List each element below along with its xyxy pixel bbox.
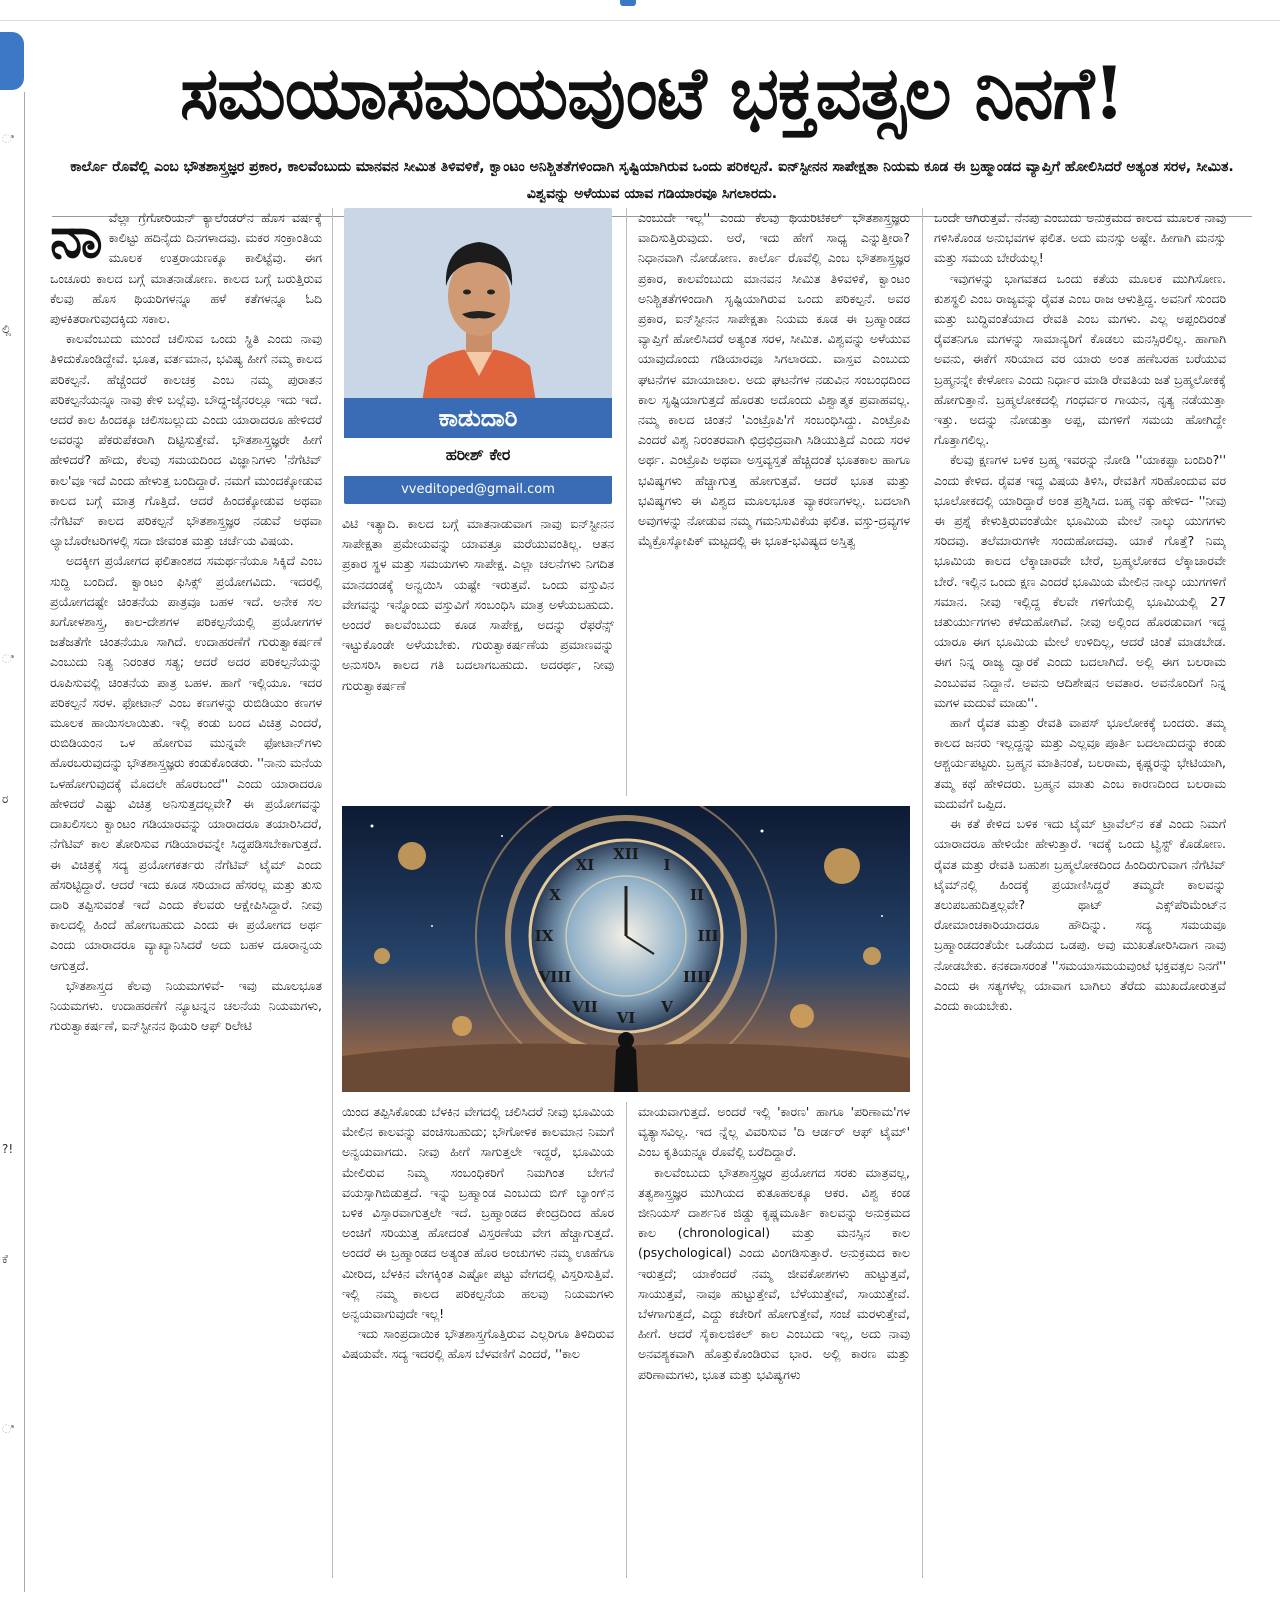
paragraph: ಹಾಗೆ ರೈವತ ಮತ್ತು ರೇವತಿ ವಾಪಸ್ ಭೂಲೋಕಕ್ಕೆ ಬಂದರು. ತಮ್ಮ ಕಾಲದ ಜನರು ಇಲ್ಲದ್ದನ್ನು ಮತ್ತು ಎಲ್ಲವೂ ಪೂರ್ತಿ ಬದಲಾದುದನ್ನು ಕಂಡು ಆಶ್ಚರ್ಯಪಟ್ಟರು. ಬ್ರಹ್ಮನ ಮಾತಿನಂತೆ, ಬಲರಾಮ, ಕೃಷ್ಣರನ್ನು ಭೇಟಿಯಾಗಿ, ತಮ್ಮ ಕಥೆ ಹೇಳಿದರು. ಬ್ರಹ್ಮನ ಮಾತು ಎಂಬ ಕಾರಣದಿಂದ ಬಲರಾಮ ಮದುವೆಗೆ ಒಪ್ಪಿದ. [934, 715, 1226, 811]
clock-numeral: VII [572, 998, 598, 1016]
edge-fragment: ಿ [2, 132, 14, 146]
article-column-3-top [638, 208, 910, 796]
author-portrait [414, 216, 544, 402]
edge-fragment: ಲ್ಲಿ [2, 322, 12, 336]
paragraph: ಮಾಯವಾಗುತ್ತದೆ. ಅಂದರೆ ಇಲ್ಲಿ 'ಕಾರಣ' ಹಾಗೂ 'ಪರಿಣಾಮ'ಗಳ ವ್ಯತ್ಯಾಸವಿಲ್ಲ. ಇದ ನ್ನೆಲ್ಲ ವಿವರಿಸುವ 'ದಿ ಆರ್ಡರ್ ಆಫ್ ಟೈಮ್' ಎಂಬ ಕೃತಿಯನ್ನೂ ರೊವೆಲ್ಲಿ ಬರೆದಿದ್ದಾರೆ. [638, 1104, 910, 1160]
clock-numeral: VI [616, 1009, 636, 1027]
article-column-2-top [342, 514, 614, 796]
clock-numeral: XI [575, 856, 595, 874]
clock-numeral: XII [613, 845, 639, 863]
paragraph: ಯಿಂದ ತಪ್ಪಿಸಿಕೊಂಡು ಬೆಳಕಿನ ವೇಗದಲ್ಲಿ ಚಲಿಸಿದರೆ ನೀವು ಭೂಮಿಯ ಮೇಲಿನ ಕಾಲವನ್ನು ವಂಚಿಸಬಹುದು; ಭೌಗೋಳಿಕ ಕಾಲಮಾನ ನಿಮಗೆ ಅನ್ವಯವಾಗದು. ನೀವು ಹೀಗೆ ಸಾಗುತ್ತಲೇ ಇದ್ದರೆ, ಭೂಮಿಯ ಮೇಲಿರುವ ನಿಮ್ಮ ಸಂಬಂಧಿಕರಿಗೆ ನಿಮಗಿಂತ ಬೇಗನೆ ವಯಸ್ಸಾಗಿಬಿಡುತ್ತದೆ. ಇನ್ನು ಬ್ರಹ್ಮಾಂಡ ಎಂಬುದು ಬಿಗ್ ಬ್ಯಾಂಗ್‌ನ ಬಳಿಕ ವಿಸ್ತಾರವಾಗುತ್ತಲೇ ಇದೆ. ಬ್ರಹ್ಮಾಂಡದ ಕೇಂದ್ರದಿಂದ ಹೊರ ಅಂಚಿಗೆ ಸರಿಯುತ್ತ ಹೋದಂತೆ ವಿಸ್ತರಣೆಯ ವೇಗ ಹೆಚ್ಚಾಗುತ್ತದೆ. ಅಂದರೆ ಈ ಬ್ರಹ್ಮಾಂಡದ ಅತ್ಯಂತ ಹೊರ ಅಂಚುಗಳು ನಮ್ಮ ಊಹೆಗೂ ಮೀರಿದ, ಬೆಳಕಿನ ವೇಗಕ್ಕಿಂತ ಎಷ್ಟೋ ಪಟ್ಟು ವೇಗದಲ್ಲಿ ವಿಸ್ತರಿಸುತ್ತಿವೆ. ಇಲ್ಲಿ ನಮ್ಮ ಕಾಲದ ಪರಿಕಲ್ಪನೆಯ ಹಲವು ನಿಯಮಗಳು ಅನ್ವಯವಾಗುವುದೇ ಇಲ್ಲ! [342, 1104, 614, 1322]
clock-numeral: V [661, 998, 673, 1016]
newspaper-page [42, 28, 1262, 1598]
drop-cap: ನಾ [50, 208, 103, 271]
paragraph: ವೆಲ್ಲಾ ಗ್ರೆಗೋರಿಯನ್ ಕ್ಯಾಲೆಂಡರ್‌ನ ಹೊಸ ವರ್ಷಕ್ಕೆ ಕಾಲಿಟ್ಟು ಹದಿನೈದು ದಿನಗಳಾದವು. ಮಕರ ಸಂಕ್ರಾಂತಿಯ ಮೂಲಕ ಉತ್ತರಾಯಣಕ್ಕೂ ಕಾಲಿಟ್ಟೆವು. ಈಗ ಒಂಚೂರು ಕಾಲದ ಬಗ್ಗೆ ಮಾತನಾಡೋಣ. ಕಾಲದ ಬಗ್ಗೆ ಬರುತ್ತಿರುವ ಕೆಲವು ಹೊಸ ಥಿಯರಿಗಳನ್ನೂ ಹಳೆ ಕತೆಗಳನ್ನೂ ಓದಿ ಪುಳಕಿತರಾಗುವುದಕ್ಕಿದು ಸಕಾಲ. [50, 210, 322, 327]
paragraph: ವಿಟಿ ಇತ್ಯಾದಿ. ಕಾಲದ ಬಗ್ಗೆ ಮಾತನಾಡುವಾಗ ನಾವು ಐನ್‌ಸ್ಟೀನನ ಸಾಪೇಕ್ಷತಾ ಪ್ರಮೇಯವನ್ನು ಯಾವತ್ತೂ ಮರೆಯುವಂತಿಲ್ಲ. ಆತನ ಪ್ರಕಾರ ಸ್ಥಳ ಮತ್ತು ಸಮಯಗಳು ಸಾಪೇಕ್ಷ. ಎಲ್ಲಾ ಚಲನೆಗಳು ನಿಗದಿತ ಮಾನದಂಡಕ್ಕೆ ಅನ್ವಯಿಸಿ ಯಷ್ಟೇ ಇರುತ್ತವೆ. ಒಂದು ವಸ್ತುವಿನ ವೇಗವನ್ನು ಇನ್ನೊಂದು ವಸ್ತುವಿಗೆ ಸಂಬಂಧಿಸಿ ಮಾತ್ರ ಅಳೆಯಬಹುದು. ಅಂದರೆ ಕಾಲವೆಂಬುದು ಕೂಡ ಸಾಪೇಕ್ಷ, ಅದನ್ನು ರೆಫರೆನ್ಸ್ ಇಟ್ಟುಕೊಂಡೇ ಅಳೆಯಬೇಕು. ಗುರುತ್ವಾಕರ್ಷಣೆಯ ಪ್ರಮಾಣವನ್ನು ಅನುಸರಿಸಿ ಕಾಲದ ಗತಿ ಬದಲಾಗಬಹುದು. ಅದರರ್ಥ, ನೀವು ಗುರುತ್ವಾಕರ್ಷಣೆ [342, 516, 614, 693]
column-divider [626, 1102, 627, 1578]
paragraph: ಇವುಗಳನ್ನು ಭಾಗವತದ ಒಂದು ಕತೆಯ ಮೂಲಕ ಮುಗಿಸೋಣ. ಕುಶಸ್ಥಲಿ ಎಂಬ ರಾಜ್ಯವನ್ನು ರೈವತ ಎಂಬ ರಾಜ ಆಳುತ್ತಿದ್ದ. ಅವನಿಗೆ ಸುಂದರಿ ಮತ್ತು ಬುದ್ಧಿವಂತೆಯಾದ ರೇವತಿ ಎಂಬ ಮಗಳು. ಎಲ್ಲ ಅಪ್ಪಂದಿರಂತೆ ರೈವತನಿಗೂ ಮಗಳನ್ನು ಸಾಮಾನ್ಯರಿಗೆ ಕೊಡಲು ಮನಸ್ಸಿರಲಿಲ್ಲ. ಹಾಗಾಗಿ ಅವನು, ಈಕೆಗೆ ಸರಿಯಾದ ವರ ಯಾರು ಅಂತ ಹಣೆಬರಹ ಬರೆಯುವ ಬ್ರಹ್ಮನನ್ನೇ ಕೇಳೋಣ ಎಂದು ನಿರ್ಧಾರ ಮಾಡಿ ರೇವತಿಯ ಜತೆ ಬ್ರಹ್ಮಲೋಕಕ್ಕೆ ಹೋಗುತ್ತಾನೆ. ಬ್ರಹ್ಮಲೋಕದಲ್ಲಿ ಗಂಧರ್ವರ ಗಾಯನ, ನೃತ್ಯ ನಡೆಯುತ್ತಾ ಇತ್ತು. ಅದನ್ನು ನೋಡುತ್ತಾ ಅಪ್ಪ, ಮಗಳಿಗೆ ಸಮಯ ಹೋಗಿದ್ದೇ ಗೊತ್ತಾಗಲಿಲ್ಲ. [934, 270, 1226, 448]
edge-fragment: ರ [2, 792, 9, 806]
clock-numeral: I [663, 856, 671, 874]
paragraph: ಇದು ಸಾಂಪ್ರದಾಯಿಕ ಭೌತಶಾಸ್ತ್ರಗೊತ್ತಿರುವ ಎಲ್ಲರಿಗೂ ತಿಳಿದಿರುವ ವಿಷಯವೇ. ಸದ್ಯ ಇದರಲ್ಲಿ ಹೊಸ ಬೆಳವಣಿಗೆ ಎಂದರೆ, ''ಕಾಲ [342, 1326, 614, 1362]
author-email[interactable]: vveditoped@gmail.com [344, 476, 612, 504]
paragraph: ಕಾಲವೆಂಬುದು ಮುಂದೆ ಚಲಿಸುವ ಒಂದು ಸ್ಥಿತಿ ಎಂದು ನಾವು ತಿಳಿದುಕೊಂಡಿದ್ದೇವೆ. ಭೂತ, ವರ್ತಮಾನ, ಭವಿಷ್ಯ ಹೀಗೆ ನಮ್ಮ ಕಾಲದ ಪರಿಕಲ್ಪನೆ. ಹೆಚ್ಚೆಂದರೆ ಕಾಲಚಕ್ರ ಎಂಬ ನಮ್ಮ ಪುರಾತನ ಪರಿಕಲ್ಪನೆಯನ್ನೂ ನಾವು ಕೇಳಿ ಬಲ್ಲೆವು. ಬೌದ್ಧ-ಜೈನರಲ್ಲೂ ಇದು ಇದೆ. ಆದರೆ ಕಾಲ ಹಿಂದಕ್ಕೂ ಚಲಿಸಬಲ್ಲುದು ಎಂದು ಯಾರಾದರೂ ಹೇಳಿದರೆ ಅವರನ್ನು ಪೆಕರುಪೆಕರಾಗಿ ದಿಟ್ಟಿಸುತ್ತೇವೆ. ಭೌತಶಾಸ್ತ್ರಜ್ಞರೇ ಹೀಗೆ ಹೇಳಿದರೆ? ಹೌದು, ಕೆಲವು ಸಮಯದಿಂದ ವಿಜ್ಞಾನಿಗಳು 'ನೆಗೆಟಿವ್ ಕಾಲ'ವೂ ಇದೆ ಎಂದು ಹೇಳುತ್ತ ಬಂದಿದ್ದಾರೆ. ನಮಗೆ ಮುಂದಕ್ಕೋಡುವ ಕಾಲದ ಬಗ್ಗೆ ಮಾತ್ರ ಗೊತ್ತಿದೆ. ಆದರೆ ಹಿಂದಕ್ಕೋಡುವ ಅಥವಾ ನೆಗೆಟಿವ್ ಕಾಲದ ಪರಿಕಲ್ಪನೆ ಭೌತಶಾಸ್ತ್ರಜ್ಞರ ನಡುವೆ ಅಥವಾ ಲ್ಯಾಬೊರೇಟರಿಗಳಲ್ಲಿ ಸದಾ ಜೀವಂತ ಮತ್ತು ಚರ್ಚೆಯ ವಿಷಯ. [50, 331, 322, 549]
edge-fragment: ಿ [2, 1422, 14, 1436]
deck-summary: ಕಾರ್ಲೊ ರೊವೆಲ್ಲಿ ಎಂಬ ಭೌತಶಾಸ್ತ್ರಜ್ಞರ ಪ್ರಕಾರ, ಕಾಲವೆಂಬುದು ಮಾನವನ ಸೀಮಿತ ತಿಳಿವಳಿಕೆ, ಕ್ವಾಂಟಂ ಅನಿಶ್ಚಿತತೆಗಳಿಂದಾಗಿ ಸೃಷ್ಟಿಯಾಗಿರುವ ಒಂದು ಪರಿಕಲ್ಪನೆ. ಐನ್‌ಸ್ಟೀನನ ಸಾಪೇಕ್ಷತಾ ನಿಯಮ ಕೂಡ ಈ ಬ್ರಹ್ಮಾಂಡದ ವ್ಯಾಪ್ತಿಗೆ ಹೋಲಿಸಿದರೆ ಅತ್ಯಂತ ಸರಳ, ಸೀಮಿತ. ವಿಶ್ವವನ್ನು ಅಳೆಯುವ ಯಾವ ಗಡಿಯಾರವೂ ಸಿಗಲಾರದು. [70, 159, 1234, 202]
column-title: ಕಾಡುದಾರಿ [344, 398, 612, 438]
paragraph: ಎಂಬುದೇ ಇಲ್ಲ'' ಎಂದು ಕೆಲವು ಥಿಯರಿಟಿಕಲ್ ಭೌತಶಾಸ್ತ್ರಜ್ಞರು ವಾದಿಸುತ್ತಿರುವುದು. ಅರೆ, ಇದು ಹೇಗೆ ಸಾಧ್ಯ ಎನ್ನುತ್ತೀರಾ? ನಿಧಾನವಾಗಿ ನೋಡೋಣ. ಕಾರ್ಲೊ ರೊವೆಲ್ಲಿ ಎಂಬ ಭೌತಶಾಸ್ತ್ರಜ್ಞರ ಪ್ರಕಾರ, ಕಾಲವೆಂಬುದು ಮಾನವನ ಸೀಮಿತ ತಿಳಿವಳಿಕೆ, ಕ್ವಾಂಟಂ ಅನಿಶ್ಚಿತತೆಗಳಿಂದಾಗಿ ಸೃಷ್ಟಿಯಾಗಿರುವ ಒಂದು ಪರಿಕಲ್ಪನೆ. ಅವರ ಪ್ರಕಾರ, ಐನ್‌ಸ್ಟೀನನ ಸಾಪೇಕ್ಷತಾ ನಿಯಮ ಕೂಡ ಈ ಬ್ರಹ್ಮಾಂಡದ ವ್ಯಾಪ್ತಿಗೆ ಹೋಲಿಸಿದರೆ ಅತ್ಯಂತ ಸರಳ, ಸೀಮಿತ. ವಿಶ್ವವನ್ನು ಅಳೆಯುವ ಯಾವುದೊಂದು ಗಡಿಯಾರವೂ ಸಿಗಲಾರದು. ವಾಸ್ತವ ಎಂಬುದು ಘಟನೆಗಳ ಮಾಯಾಜಾಲ. ಅದು ಘಟನೆಗಳ ನಡುವಿನ ಸಂಬಂಧದಿಂದ ಕಾಲ ಸೃಷ್ಟಿಯಾಗುತ್ತದೆ ಹೊರತು ಅದೊಂದು ವಿಶ್ವಾತ್ಮಕ ಪ್ರವಾಹವಲ್ಲ. ನಮ್ಮ ಕಾಲದ ಚಿಂತನೆ 'ಎಂಟ್ರೊಪಿ'ಗೆ ಸಂಬಂಧಿಸಿದ್ದು. ಎಂಟ್ರೊಪಿ ಎಂದರೆ ವಿಶ್ವ ನಿರಂತರವಾಗಿ ಛಿದ್ರಛಿದ್ರವಾಗಿ ಸಿಡಿಯುತ್ತಿದೆ ಎಂದು ಸರಳ ಅರ್ಥ. ಎಂಟ್ರೊಪಿ ಅಥವಾ ಅಸ್ತವ್ಯಸ್ತತೆ ಹೆಚ್ಚಿದಂತೆ ಭೂತಕಾಲ ಹಾಗೂ ಭವಿಷ್ಯಗಳು ಹೆಚ್ಚಾಗುತ್ತ ಹೋಗುತ್ತವೆ. ಆದರೆ ಭೂತ ಮತ್ತು ಭವಿಷ್ಯಗಳು ಈ ವಿಶ್ವದ ಮೂಲಭೂತ ವ್ಯಾಕರಣಗಳಲ್ಲ. ಬದಲಾಗಿ ಅವುಗಳನ್ನು ನೋಡುವ ನಮ್ಮ ಗಮನಿಸುವಿಕೆಯ ಫಲಿತ. ವಸ್ತು-ದ್ರವ್ಯಗಳ ಮೈಕ್ರೊಸ್ಕೋಪಿಕ್ ಮಟ್ಟದಲ್ಲಿ ಈ ಭೂತ-ಭವಿಷ್ಯದ ಅಸ್ತಿತ್ವ [638, 210, 910, 549]
paragraph: ಒಂದೇ ಆಗಿರುತ್ತವೆ. ನೆನಪು ಎಂಬುದು ಅನುಕ್ರಮದ ಕಾಲದ ಮೂಲಕ ನಾವು ಗಳಿಸಿಕೊಂಡ ಅನುಭವಗಳ ಫಲಿತ. ಅದು ಮನಸ್ಸು ಅಷ್ಟೇ. ಹೀಗಾಗಿ ಮನಸ್ಸು ಮತ್ತು ಸಮಯ ಬೇರೆಯಲ್ಲ! [934, 210, 1226, 266]
clock-numeral: III [697, 927, 719, 945]
column-divider [922, 208, 923, 1578]
browser-top-bar [0, 0, 1280, 21]
headline: ಸಮಯಾಸಮಯವುಂಟೆ ಭಕ್ತವತ್ಸಲ ನಿನಗೆ! [180, 50, 1124, 135]
paragraph: ಕಾಲವೆಂಬುದು ಭೌತಶಾಸ್ತ್ರಜ್ಞರ ಪ್ರಯೋಗದ ಸರಕು ಮಾತ್ರವಲ್ಲ, ತತ್ವಶಾಸ್ತ್ರಜ್ಞರ ಮುಗಿಯದ ಕುತೂಹಲಕ್ಕೂ ಆಕರ. ವಿಶ್ವ ಕಂಡ ಜೀನಿಯಸ್ ದಾರ್ಶನಿಕ ಜಿಡ್ಡು ಕೃಷ್ಣಮೂರ್ತಿ ಕಾಲವನ್ನು ಅನುಕ್ರಮದ ಕಾಲ (chronological) ಮತ್ತು ಮನಸ್ಸಿನ ಕಾಲ (psychological) ಎಂದು ವಿಂಗಡಿಸುತ್ತಾರೆ. ಅನುಕ್ರಮದ ಕಾಲ ಇರುತ್ತದೆ; ಯಾಕೆಂದರೆ ನಮ್ಮ ಜೀವಕೋಶಗಳು ಹುಟ್ಟುತ್ತವೆ, ಸಾಯುತ್ತವೆ, ನಾವೂ ಹುಟ್ಟುತ್ತೇವೆ, ಬೆಳೆಯುತ್ತೇವೆ, ಸಾಯುತ್ತೇವೆ. ಬೆಳಗಾಗುತ್ತದೆ, ಎದ್ದು ಕಚೇರಿಗೆ ಹೋಗುತ್ತೇವೆ, ಸಂಜೆ ಮರಳುತ್ತೇವೆ, ಹೀಗೆ. ಆದರೆ ಸೈಕಾಲಜಿಕಲ್ ಕಾಲ ಎಂಬುದು ಇಲ್ಲ, ಅದು ನಾವು ಅನವಶ್ಯಕವಾಗಿ ಹೊತ್ತುಕೊಂಡಿರುವ ಭಾರ. ಅಲ್ಲಿ ಕಾರಣ ಮತ್ತು ಪರಿಣಾಮಗಳು, ಭೂತ ಮತ್ತು ಭವಿಷ್ಯಗಳು [638, 1164, 910, 1382]
edge-fragment: ಕೆ [2, 1252, 8, 1266]
article-column-3-bottom [638, 1102, 910, 1578]
cosmic-clock-illustration [342, 806, 910, 1092]
column-divider [626, 208, 627, 796]
article-column-2-bottom [342, 1102, 614, 1578]
clock-numeral: II [689, 886, 705, 904]
edge-fragment: ?! [2, 1142, 14, 1156]
author-name: ಹರೀಶ್ ಕೇರ [445, 445, 511, 464]
clock-numeral: IIII [682, 968, 712, 986]
column-header-box [344, 208, 612, 504]
clock-numeral: VIII [538, 968, 572, 986]
clock-numeral: X [549, 886, 561, 904]
paragraph: ಈ ಕತೆ ಕೇಳಿದ ಬಳಿಕ ಇದು ಟೈಮ್ ಟ್ರಾವೆಲ್‌ನ ಕತೆ ಎಂದು ನಿಮಗೆ ಯಾರಾದರೂ ಹೇಳಿಯೇ ಹೇಳುತ್ತಾರೆ. ಇದಕ್ಕೆ ಒಂದು ಟ್ವಿಸ್ಟ್ ಕೊಡೋಣ. ರೈವತ ಮತ್ತು ರೇವತಿ ಬಹುಶಃ ಬ್ರಹ್ಮಲೋಕದಿಂದ ಹಿಂದಿರುಗುವಾಗ ನೆಗೆಟಿವ್ ಟೈಮ್‌ನಲ್ಲಿ ಹಿಂದಕ್ಕೆ ಪ್ರಯಾಣಿಸಿದ್ದರೆ ತಮ್ಮದೇ ಕಾಲವನ್ನು ತಲುಪಬಹುದಿತ್ತಲ್ಲವೇ? ಥಾಟ್ ಎಕ್ಸ್‌ಪೆರಿಮೆಂಟ್‌ನ ರೋಮಾಂಚಕಾರಿಯಾದರೂ ಹೌದಿನ್ನು. ಸದ್ಯ ಸಮಯವೂ ಬ್ರಹ್ಮಾಂಡದಂತೆಯೇ ಒಡೆಯದ ಒಡಪು. ಅವು ಮುಖತೋರಿಸಿದಾಗ ನಾವು ನೋಡಬೇಕು. ಕನಕದಾಸರಂತೆ ''ಸಮಯಾಸಮಯವುಂಟೆ ಭಕ್ತವತ್ಸಲ ನಿನಗೆ'' ಎಂದು ಈ ಸತ್ಯಗಳೆಲ್ಲ ಯಾವಾಗ ಬಾಗಿಲು ತೆರೆದು ಮುಖದೋರುತ್ತವೆ ಎಂದು ಕಾಯಬೇಕು. [934, 816, 1226, 1013]
paragraph: ಅದಕ್ಕೀಗ ಪ್ರಯೋಗದ ಫಲಿತಾಂಶದ ಸಮರ್ಥನೆಯೂ ಸಿಕ್ಕಿದೆ ಎಂಬ ಸುದ್ದಿ ಬಂದಿದೆ. ಕ್ವಾಂಟಂ ಫಿಸಿಕ್ಸ್ ಪ್ರಯೋಗವಿದು. ಇದರಲ್ಲಿ ಪ್ರಯೋಗದಷ್ಟೇ ಚಿಂತನೆಯ ಪಾತ್ರವೂ ಬಹಳ ಇದೆ. ಅನೇಕ ಸಲ ಖಗೋಳಶಾಸ್ತ್ರ, ಕಾಲ-ದೇಶಗಳ ಪರಿಕಲ್ಪನೆಯಲ್ಲಿ ಪ್ರಯೋಗಗಳ ಜತೆಜತೆಗೇ ಚಿಂತನೆಯೂ ಸಾಗಿದೆ. ಉದಾಹರಣೆಗೆ ಗುರುತ್ವಾಕರ್ಷಣೆ ಎಂಬುದು ನಿತ್ಯ ನಿರಂತರ ಸತ್ಯ; ಆದರೆ ಅದರ ಪರಿಕಲ್ಪನೆಯನ್ನು ರೂಪಿಸುವಲ್ಲಿ ಚಿಂತನೆಯ ಪಾತ್ರ ಬಹಳ. ಹಾಗೆ ಇಲ್ಲಿಯೂ. ಇದರ ಪರಿಕಲ್ಪನೆ ಸರಳ. ಫೋಟಾನ್ ಎಂಬ ಕಣಗಳನ್ನು ರುಬಿಡಿಯಂ ಕಣಗಳ ಮೂಲಕ ಹಾಯಿಸಲಾಯಿತು. ಇಲ್ಲಿ ಕಂಡು ಬಂದ ವಿಚಿತ್ರ ಎಂದರೆ, ರುಬಿಡಿಯಂನ ಒಳ ಹೋಗುವ ಮುನ್ನವೇ ಫೋಟಾನ್‌ಗಳು ಹೊರಬರುವುದನ್ನು ಭೌತಶಾಸ್ತ್ರಜ್ಞರು ಕಂಡುಕೊಂಡರು. ''ನಾನು ಮನೆಯ ಒಳಹೋಗುವುದಕ್ಕೆ ಮೊದಲೇ ಹೊರಬಂದೆ'' ಎಂದು ಯಾರಾದರೂ ಹೇಳಿದರೆ ಎಷ್ಟು ವಿಚಿತ್ರ ಅನಿಸುತ್ತದಲ್ಲವೇ? ಈ ಪ್ರಯೋಗವನ್ನು ದಾಖಲಿಸಲು ಕ್ವಾಂಟಂ ಗಡಿಯಾರವನ್ನು ಯಾರಾದರೂ ತಯಾರಿಸಿದರೆ, ನೆಗೆಟಿವ್ ಕಾಲ ತೋರಿಸುವ ಗಡಿಯಾರವನ್ನೇ ಸಿದ್ಧಪಡಿಸಬೇಕಾಗುತ್ತದೆ. ಈ ವಿಚಿತ್ರಕ್ಕೆ ಸದ್ಯ ಪ್ರಯೋಗಕರ್ತರು ನೆಗೆಟಿವ್ ಟೈಮ್ ಎಂದು ಹೆಸರಿಟ್ಟಿದ್ದಾರೆ. ಆದರೆ ಇದು ಕೂಡ ಸರಿಯಾದ ಹೆಸರಲ್ಲ ಮತ್ತು ತುಸು ದಾರಿ ತಪ್ಪಿಸುವಂತೆ ಇದೆ ಎಂದು ಕೆಲವರು ಆಕ್ಷೇಪಿಸಿದ್ದಾರೆ. ನೀವು ಕಾಲದಲ್ಲಿ ಹಿಂದೆ ಹೋಗಬಹುದು ಎಂದು ಈ ಪ್ರಯೋಗದ ಅರ್ಥ ಎಂದು ಯಾರಾದರೂ ವ್ಯಾಖ್ಯಾನಿಸಿದರೆ ಅದು ಬಹಳ ದೂರಾನ್ವಯ ಆಗುತ್ತದೆ. [50, 553, 322, 973]
page-indicator [620, 0, 636, 6]
adjacent-page-edge [0, 92, 25, 1592]
article-column-4 [934, 208, 1226, 1578]
edge-fragment: ಿ [2, 652, 14, 666]
column-divider [332, 208, 333, 1578]
paragraph: ಕೆಲವು ಕ್ಷಣಗಳ ಬಳಿಕ ಬ್ರಹ್ಮ ಇವರನ್ನು ನೋಡಿ ''ಯಾಕಪ್ಪಾ ಬಂದಿರಿ?'' ಎಂದು ಕೇಳಿದ. ರೈವತ ಇದ್ದ ವಿಷಯ ತಿಳಿಸಿ, ರೇವತಿಗೆ ಸರಿಹೊಂದುವ ವರ ಭೂಲೋಕದಲ್ಲಿ ಯಾರಿದ್ದಾರೆ ಅಂತ ಪ್ರಶ್ನಿಸಿದ. ಬಹ್ಮ ನಕ್ಕು ಹೇಳಿದ- ''ನೀವು ಈ ಪ್ರಶ್ನೆ ಕೇಳುತ್ತಿರುವಂತೆಯೇ ಭೂಮಿಯ ಮೇಲೆ ನಾಲ್ಕು ಯುಗಗಳು ಸರಿದವು. ತಲೆಮಾರುಗಳೇ ಸಂದುಹೋದವು. ಯಾಕೆ ಗೊತ್ತೆ? ನಿಮ್ಮ ಭೂಮಿಯ ಕಾಲದ ಲೆಕ್ಕಾಚಾರವೇ ಬೇರೆ, ಬ್ರಹ್ಮಲೋಕದ ಲೆಕ್ಕಾಚಾರವೇ ಬೇರೆ. ಇಲ್ಲಿನ ಒಂದು ಕ್ಷಣ ಎಂದರೆ ಭೂಮಿಯ ಮೇಲಿನ ನಾಲ್ಕು ಯುಗಗಳಿಗೆ ಸಮಾನ. ನೀವು ಇಲ್ಲಿದ್ದ ಕೆಲವೇ ಗಳಿಗೆಯಲ್ಲಿ ಭೂಮಿಯಲ್ಲಿ 27 ಚತುರ್ಯುಗಗಳು ಕಳೆದುಹೋಗಿವೆ. ನೀವು ಅಲ್ಲಿಂದ ಹೊರಡುವಾಗ ಇದ್ದ ಯಾರೂ ಈಗ ಭೂಮಿಯ ಮೇಲೆ ಉಳಿದಿಲ್ಲ, ಆದರೆ ಚಿಂತೆ ಮಾಡಬೇಡ. ಈಗ ನಿನ್ನ ರಾಜ್ಯ ದ್ವಾರಕೆ ಎಂದು ಬದಲಾಗಿದೆ. ಅಲ್ಲಿ ಈಗ ಬಲರಾಮ ಎಂಬುವವ ನಿದ್ದಾನೆ. ಅವನು ಆದಿಶೇಷನ ಅವತಾರ. ಅವನೊಂದಿಗೆ ನಿನ್ನ ಮಗಳ ಮದುವೆ ಮಾಡು''. [934, 452, 1226, 710]
paragraph: ಭೌತಶಾಸ್ತ್ರದ ಕೆಲವು ನಿಯಮಗಳಿವೆ- ಇವು ಮೂಲಭೂತ ನಿಯಮಗಳು. ಉದಾಹರಣೆಗೆ ನ್ಯೂಟನ್ನನ ಚಲನೆಯ ನಿಯಮಗಳು, ಗುರುತ್ವಾಕರ್ಷಣೆ, ಐನ್‌ಸ್ಟೀನನ ಥಿಯರಿ ಆಫ್ ರಿಲೇಟಿ [50, 977, 322, 1034]
clock-numeral: IX [534, 927, 554, 945]
previous-page-tab[interactable] [0, 32, 24, 90]
article-column-1 [50, 208, 322, 1578]
